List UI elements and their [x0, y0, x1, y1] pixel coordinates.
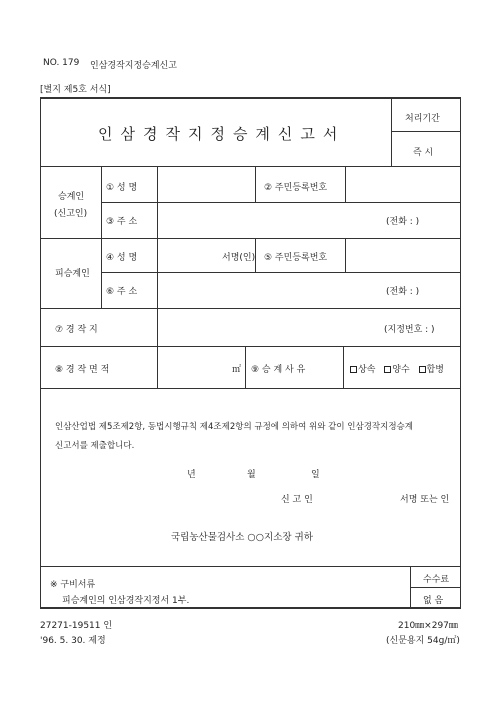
- transfer-checkbox[interactable]: [384, 366, 391, 373]
- applicant-signature: 서명 또는 인: [400, 495, 450, 505]
- area-label: ⑧ 경 작 면 적: [55, 365, 110, 375]
- processing-period-label: 처리기간: [405, 114, 440, 124]
- processing-period-value: 즉 시: [413, 148, 434, 158]
- transfer-option: 양수: [392, 365, 410, 375]
- form-title: 인삼경작지정승계신고서: [98, 125, 346, 143]
- required-docs-item: 피승계인의 인삼경작지정서 1부.: [62, 596, 190, 606]
- document-number: NO. 179: [43, 58, 80, 68]
- inheritance-checkbox[interactable]: [350, 366, 357, 373]
- fee-label: 수수료: [423, 575, 450, 585]
- successor-id-label: ② 주민등록번호: [264, 183, 328, 193]
- date-month: 월: [247, 470, 256, 480]
- enactment-date: '96. 5. 30. 제정: [40, 636, 106, 646]
- field-label: ⑦ 경 작 지: [55, 325, 98, 335]
- successor-address-label: ③ 주 소: [106, 217, 138, 227]
- successor-name-label: ① 성 명: [106, 183, 138, 193]
- reason-options: [344, 362, 444, 375]
- merger-option: 합병: [426, 365, 444, 375]
- predecessor-name-label: ④ 성 명: [106, 253, 138, 263]
- date-year: 년: [187, 470, 196, 480]
- paper-type: (신문용지 54g/㎡): [386, 636, 460, 646]
- inheritance-option: 상속: [358, 365, 376, 375]
- required-docs-title: ※ 구비서류: [50, 580, 96, 590]
- successor-phone: (전화 : ): [386, 217, 420, 227]
- paper-size: 210㎜×297㎜: [398, 621, 458, 631]
- document-name: 인삼경작지정승계신고: [90, 61, 177, 71]
- successor-sublabel: (신고인): [54, 209, 88, 219]
- merger-checkbox[interactable]: [419, 366, 426, 373]
- form-number: [별지 제5호 서식]: [40, 85, 111, 95]
- addressee: 국립농산물검사소 ○○지소장 귀하: [171, 532, 313, 543]
- predecessor-id-label: ⑤ 주민등록번호: [264, 253, 328, 263]
- predecessor-signature: 서명(인): [222, 253, 256, 263]
- area-unit: ㎡: [232, 365, 242, 375]
- fee-value: 없 음: [423, 596, 444, 606]
- predecessor-label: 피승계인: [55, 269, 90, 279]
- designation-number: (지정번호 : ): [384, 325, 435, 335]
- successor-label: 승계인: [58, 192, 85, 202]
- reason-label: ⑨ 승 계 사 유: [251, 365, 306, 375]
- statement-line-2: 신고서를 제출합니다.: [55, 441, 135, 451]
- predecessor-phone: (전화 : ): [386, 287, 420, 297]
- applicant-label: 신 고 인: [281, 495, 313, 505]
- date-day: 일: [311, 470, 320, 480]
- predecessor-address-label: ⑥ 주 소: [106, 287, 138, 297]
- form-code: 27271-19511 인: [40, 621, 113, 631]
- statement-line-1: 인삼산업법 제5조제2항, 동법시행규칙 제4조제2항의 규정에 의하여 위와 같이 인삼경작지정승계: [55, 422, 413, 432]
